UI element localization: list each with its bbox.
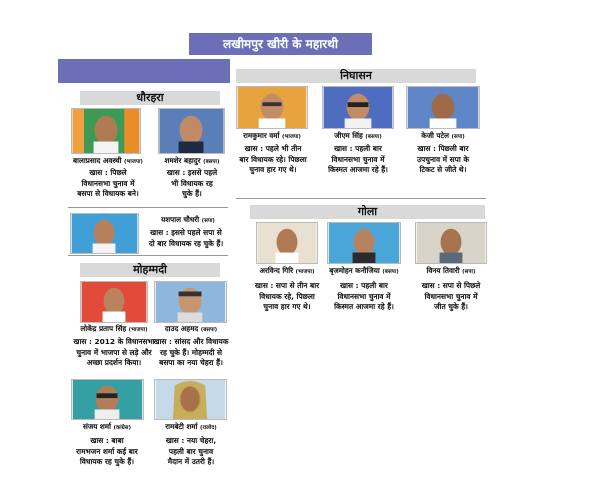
candidate-description: खास : 2012 के विधानसभा चुनाव में भाजपा से लड़े और अच्छा प्रदर्शन किया। [73,337,155,367]
candidate-name: यशपाल चौधरी (सपा) [161,215,215,224]
divider [68,255,228,256]
candidate-photo [71,379,144,420]
candidate-photo [70,213,139,254]
decorative-band [58,59,230,83]
candidate-photo [415,222,487,264]
candidate-name: संजय शर्मा (कांग्रेस) [83,422,131,431]
candidate-name: रामबेटी शर्मा (रालोद) [165,422,217,431]
candidate-name: बालाप्रसाद अवस्थी (भाजपा) [73,156,143,165]
candidate-name: शमशेर बहादुर (बसपा) [164,156,220,165]
section-header-nighasan: निघासन [236,69,476,83]
candidate-name: बृजमोहन कनौजिया (बसपा) [329,266,399,275]
candidate-name: जीएम सिंह (बसपा) [334,131,382,140]
candidate-description: खास : नया चेहरा, पहली बार चुनाव मैदान में उतरी हैं। [165,436,217,466]
candidate-description: खास : इससे पहले भी विधायक रह चुके हैं। [166,168,218,198]
candidate-photo [322,86,394,129]
candidate-description: खास : सपा से तीन बार विधायक रहे, पिछला चुनाव हार गए थे। [254,281,320,311]
candidate-photo [158,108,225,154]
candidate-photo [154,379,227,420]
candidate-description: खास : सपा से पिछले विधानसभा चुनाव में जीत चुके हैं। [421,281,481,311]
candidate-name: विनय तिवारी (सपा) [426,266,476,275]
candidate-description: खास : पहली बार विधानसभा चुनाव में किस्मत आजमा रहे हैं। [334,281,394,311]
candidate-description: खास : सांसद और विधायक रह चुके हैं। मोहम्मदी से बसपा का नया चेहरा हैं। [153,337,229,367]
section-header-dhaurahra: धौरहरा [80,91,220,105]
candidate-name: दाउद अहमद (बसपा) [164,324,218,333]
candidate-photo [327,222,401,264]
divider [236,198,486,199]
candidate-description: खास : पिछली बार उपचुनाव में सपा के टिकट से जीते थे। [417,144,469,174]
candidate-photo [236,86,308,129]
candidate-photo [71,108,141,154]
candidate-description: खास : पहली बार विधानसभा चुनाव में किस्मत आजमा रहे हैं। [328,144,388,174]
candidate-name: लोकेंद्र प्रताप सिंह (भाजपा) [80,324,148,333]
candidate-name: अरविन्द गिरि (भाजपा) [259,266,315,275]
candidate-description: खास : बाबा रामभजन शर्मा कई बार विधायक रह चुके हैं। [76,436,138,466]
section-header-mohammadi: मोहम्मदी [80,263,220,277]
page-title: लखीमपुर खीरी के महारथी [189,33,372,55]
candidate-description: खास : पिछले विधानसभा चुनाव में बसपा से विधायक बने। [77,168,139,198]
candidate-photo [80,281,148,323]
divider [68,207,228,208]
candidate-photo [154,281,227,323]
candidate-photo [256,222,318,264]
candidate-photo [406,86,480,129]
candidate-description: खास : पहले भी तीन बार विधायक रहे। पिछला चुनाव हार गए थे। [239,144,307,174]
candidate-name: रामकुमार वर्मा (भाजपा) [243,131,301,140]
candidate-description: खास : इससे पहले सपा से दो बार विधायक रह चुके हैं। [148,228,224,248]
section-header-gola: गोला [250,205,485,219]
candidate-name: केजी पटेल (सपा) [421,131,465,140]
